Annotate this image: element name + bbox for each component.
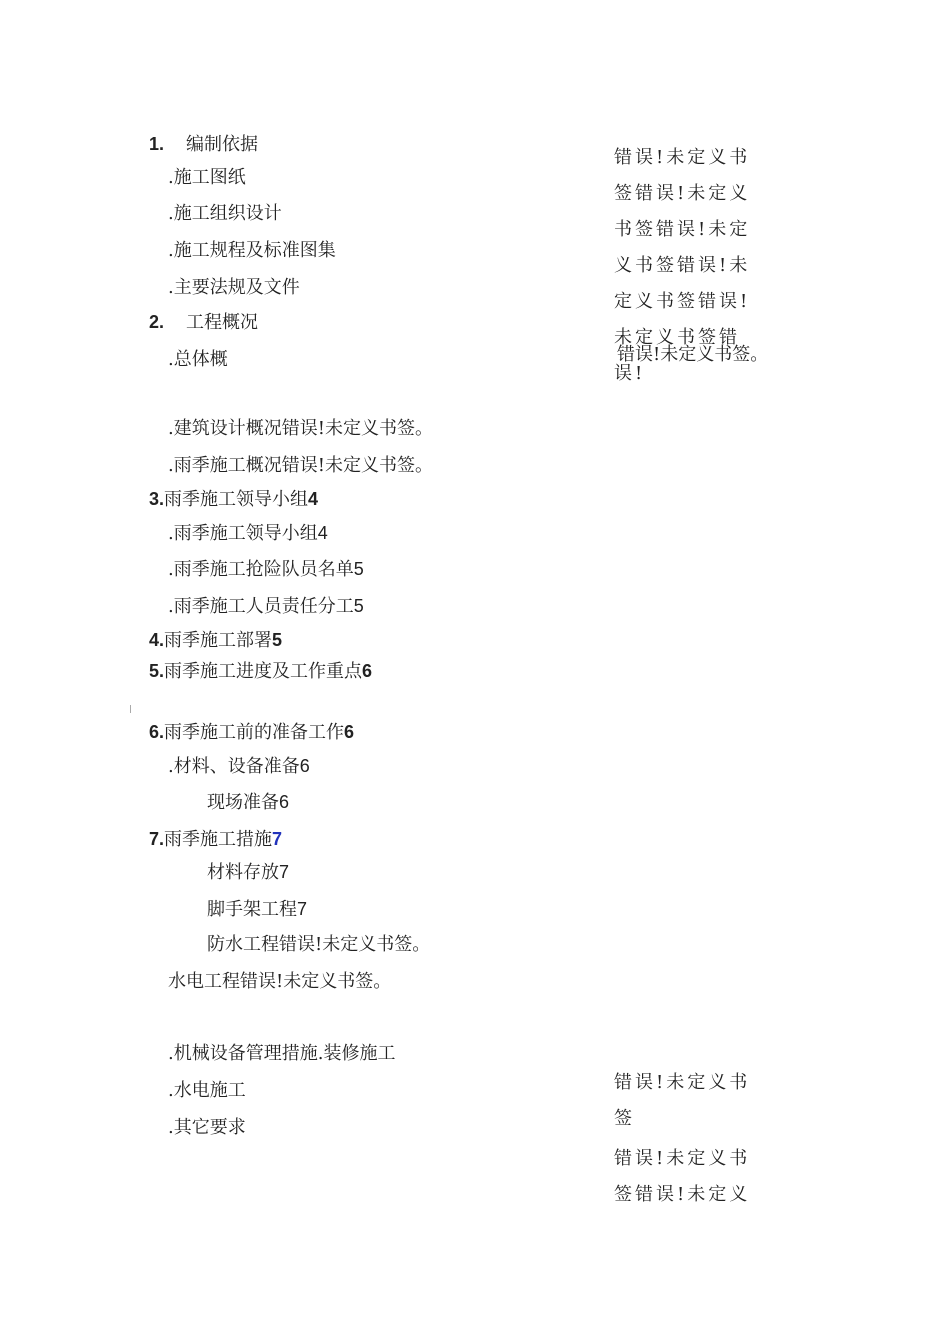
side-error-text-top-last: 错误!未定义书签。 — [617, 344, 769, 365]
item-title: .材料、设备准备 — [168, 756, 300, 777]
heading-title: 工程概况 — [186, 312, 259, 333]
page-number: 6 — [362, 661, 373, 681]
heading-number: 5. — [149, 661, 165, 681]
toc-item-3-3[interactable] — [168, 594, 364, 619]
item-title: .雨季施工人员责任分工 — [168, 596, 354, 617]
toc-item-8-1[interactable]: .机械设备管理措施.装修施工 — [168, 1043, 396, 1064]
toc-item-7-4[interactable]: 水电工程错误!未定义书签。 — [168, 971, 392, 992]
toc-heading-5[interactable] — [149, 659, 372, 684]
toc-item-2-3[interactable]: .雨季施工概况错误!未定义书签。 — [168, 455, 433, 476]
item-title: .雨季施工抢险队员名单 — [168, 559, 354, 580]
toc-item-8-2[interactable]: .水电施工 — [168, 1080, 246, 1101]
item-title: 脚手架工程 — [207, 899, 297, 920]
toc-item-7-2[interactable] — [207, 897, 307, 922]
toc-item-7-3[interactable]: 防水工程错误!未定义书签。 — [207, 934, 431, 955]
page-number: 7 — [272, 829, 283, 849]
toc-heading-1[interactable] — [149, 132, 258, 157]
page-number: 6 — [299, 756, 310, 776]
page-number: 5 — [272, 630, 283, 650]
heading-number: 3. — [149, 489, 165, 509]
toc-item-1-1[interactable]: .施工图纸 — [168, 167, 246, 188]
side-error-text-bottom-2: 错误!未定义书签错误!未定义 — [614, 1148, 751, 1205]
toc-item-2-1[interactable]: .总体概 — [168, 349, 228, 370]
toc-heading-7[interactable] — [149, 827, 282, 852]
toc-item-6-2[interactable] — [207, 790, 289, 815]
page-number: 6 — [279, 792, 290, 812]
item-title: 材料存放 — [207, 862, 279, 883]
heading-title: 编制依据 — [186, 134, 259, 155]
toc-item-3-2[interactable] — [168, 557, 364, 582]
item-title: 现场准备 — [207, 792, 279, 813]
toc-item-1-2[interactable]: .施工组织设计 — [168, 203, 282, 224]
toc-item-2-2[interactable]: .建筑设计概况错误!未定义书签。 — [168, 418, 433, 439]
heading-number: 4. — [149, 630, 165, 650]
heading-title: 雨季施工部署 — [164, 630, 273, 651]
heading-title: 雨季施工措施 — [164, 829, 273, 850]
item-title: .雨季施工领导小组 — [168, 523, 318, 544]
page-number: 7 — [279, 862, 290, 882]
toc-item-1-3[interactable]: .施工规程及标准图集 — [168, 240, 336, 261]
page-number: 5 — [353, 596, 364, 616]
page-number: 5 — [353, 559, 364, 579]
page-mark — [130, 705, 131, 713]
toc-item-8-3[interactable]: .其它要求 — [168, 1117, 246, 1138]
toc-item-7-1[interactable] — [207, 860, 289, 885]
heading-number: 7. — [149, 829, 165, 849]
heading-title: 雨季施工进度及工作重点 — [164, 661, 363, 682]
side-error-text-top: 错误!未定义书签错误!未定义书签错误!未定义书签错误!未定义书签错误!未定义书签错误! — [614, 147, 751, 384]
heading-title: 雨季施工前的准备工作 — [164, 722, 345, 743]
heading-title: 雨季施工领导小组 — [164, 489, 309, 510]
heading-number: 2. — [149, 312, 165, 332]
toc-heading-2[interactable] — [149, 310, 258, 335]
page-number: 4 — [308, 489, 319, 509]
page-number: 7 — [297, 899, 308, 919]
side-error-text-bottom-1: 错误!未定义书签 — [614, 1072, 751, 1129]
heading-number: 1. — [149, 134, 165, 154]
heading-number: 6. — [149, 722, 165, 742]
toc-heading-3[interactable] — [149, 487, 318, 512]
toc-item-3-1[interactable] — [168, 521, 328, 546]
toc-heading-4[interactable] — [149, 628, 282, 653]
toc-item-6-1[interactable] — [168, 754, 310, 779]
toc-heading-6[interactable] — [149, 720, 354, 745]
toc-item-1-4[interactable]: .主要法规及文件 — [168, 277, 300, 298]
page-number: 6 — [344, 722, 355, 742]
page-number: 4 — [317, 523, 328, 543]
